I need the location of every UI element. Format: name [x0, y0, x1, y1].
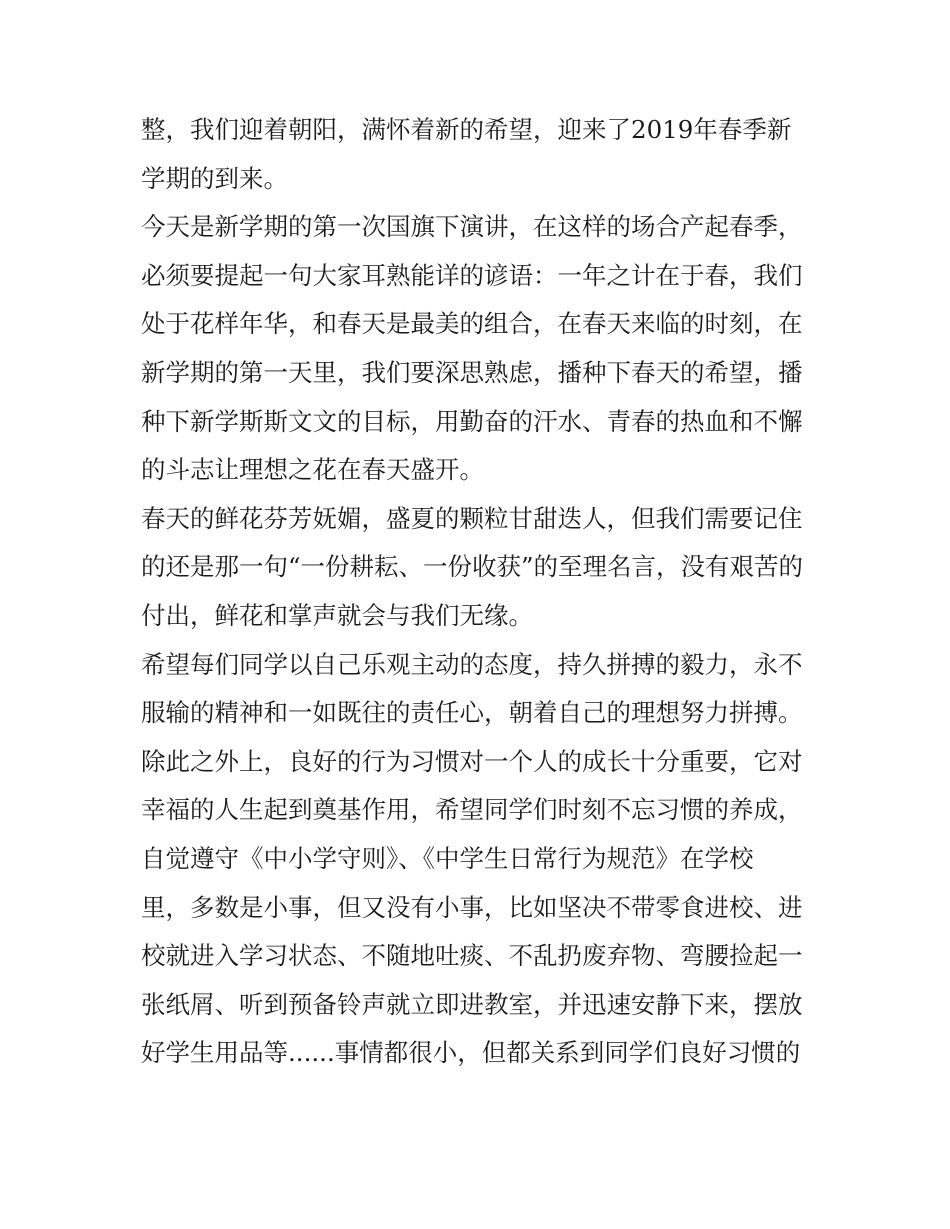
text-line: 校就进入学习状态、不随地吐痰、不乱扔废弃物、弯腰捡起一 [141, 941, 803, 971]
text-line: 里，多数是小事，但又没有小事，比如坚决不带零食进校、进 [141, 892, 803, 922]
text-line: 的斗志让理想之花在春天盛开。 [141, 455, 484, 485]
text-line: 的还是那一句“一份耕耘、一份收获”的至理名言，没有艰苦的 [141, 552, 804, 582]
text-line: 服输的精神和一如既往的责任心，朝着自己的理想努力拼搏。 [141, 698, 803, 728]
text-line: 好学生用品等......事情都很小，但都关系到同学们良好习惯的 [141, 1038, 801, 1068]
text-line: 学期的到来。 [141, 163, 288, 193]
text-line: 新学期的第一天里，我们要深思熟虑，播种下春天的希望，播 [141, 357, 803, 387]
text-line: 春天的鲜花芬芳妩媚，盛夏的颗粒甘甜迭人，但我们需要记住 [141, 503, 803, 533]
text-line: 付出，鲜花和掌声就会与我们无缘。 [141, 600, 533, 630]
text-line: 处于花样年华，和春天是最美的组合，在春天来临的时刻，在 [141, 309, 803, 339]
text-line: 种下新学斯斯文文的目标，用勤奋的汗水、青春的热血和不懈 [141, 406, 803, 436]
text-line: 必须要提起一句大家耳熟能详的谚语：一年之计在于春，我们 [141, 260, 803, 290]
text-line: 今天是新学期的第一次国旗下演讲，在这样的场合产起春季， [141, 212, 803, 242]
text-line: 张纸屑、听到预备铃声就立即进教室，并迅速安静下来，摆放 [141, 989, 803, 1019]
text-line: 除此之外上，良好的行为习惯对一个人的成长十分重要，它对 [141, 746, 803, 776]
text-line: 整，我们迎着朝阳，满怀着新的希望，迎来了2019年春季新 [141, 115, 792, 144]
document-body [141, 106, 821, 1078]
text-line: 希望每们同学以自己乐观主动的态度，持久拼搏的毅力，永不 [141, 649, 803, 679]
text-line: 幸福的人生起到奠基作用，希望同学们时刻不忘习惯的养成， [141, 795, 803, 825]
text-line: 自觉遵守《中小学守则》、《中学生日常行为规范》在学校 [141, 843, 754, 873]
